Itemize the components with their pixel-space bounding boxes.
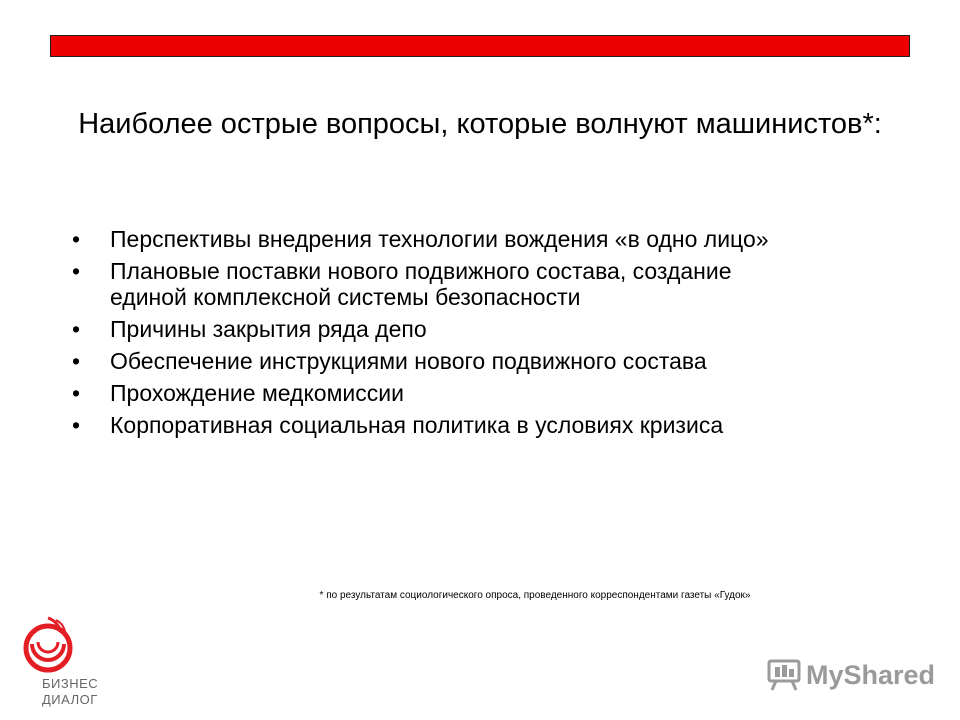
bullet-dot: • [72,226,81,252]
bullet-dot: • [72,258,81,284]
bullet-text: Прохождение медкомиссии [110,380,404,406]
list-item [72,412,912,438]
presentation-board-icon [766,658,802,692]
bullet-text: Обеспечение инструкциями нового подвижного состава [110,348,707,374]
bisnes-dialog-logo-icon [18,614,80,676]
bullet-text-continuation: единой комплексной системы безопасности [110,284,581,310]
bullet-dot: • [72,348,81,374]
watermark-text: MyShared [806,660,936,690]
footnote: * по результатам социологического опроса, проведенного корреспондентами газеты «Гудок» [319,590,751,601]
bullet-list [72,226,912,444]
bullet-text: Плановые поставки нового подвижного состава, создание [110,258,732,284]
logo-text-line2: ДИАЛОГ [42,692,98,707]
list-item [72,258,912,310]
bullet-dot: • [72,380,81,406]
bullet-text: Перспективы внедрения технологии вождения «в одно лицо» [110,226,769,252]
top-red-bar [50,35,910,57]
bullet-text: Причины закрытия ряда депо [110,316,427,342]
slide-title: Наиболее острые вопросы, которые волнуют машинистов*: [78,108,882,140]
bullet-text: Корпоративная социальная политика в условиях кризиса [110,412,724,438]
mysharedwatermark [766,656,936,696]
list-item [72,226,912,252]
list-item [72,380,912,406]
list-item [72,348,912,374]
list-item [72,316,912,342]
company-logo [14,614,124,714]
logo-text [42,676,122,708]
bullet-dot: • [72,316,81,342]
bullet-dot: • [72,412,81,438]
logo-text-line1: БИЗНЕС [42,676,99,691]
